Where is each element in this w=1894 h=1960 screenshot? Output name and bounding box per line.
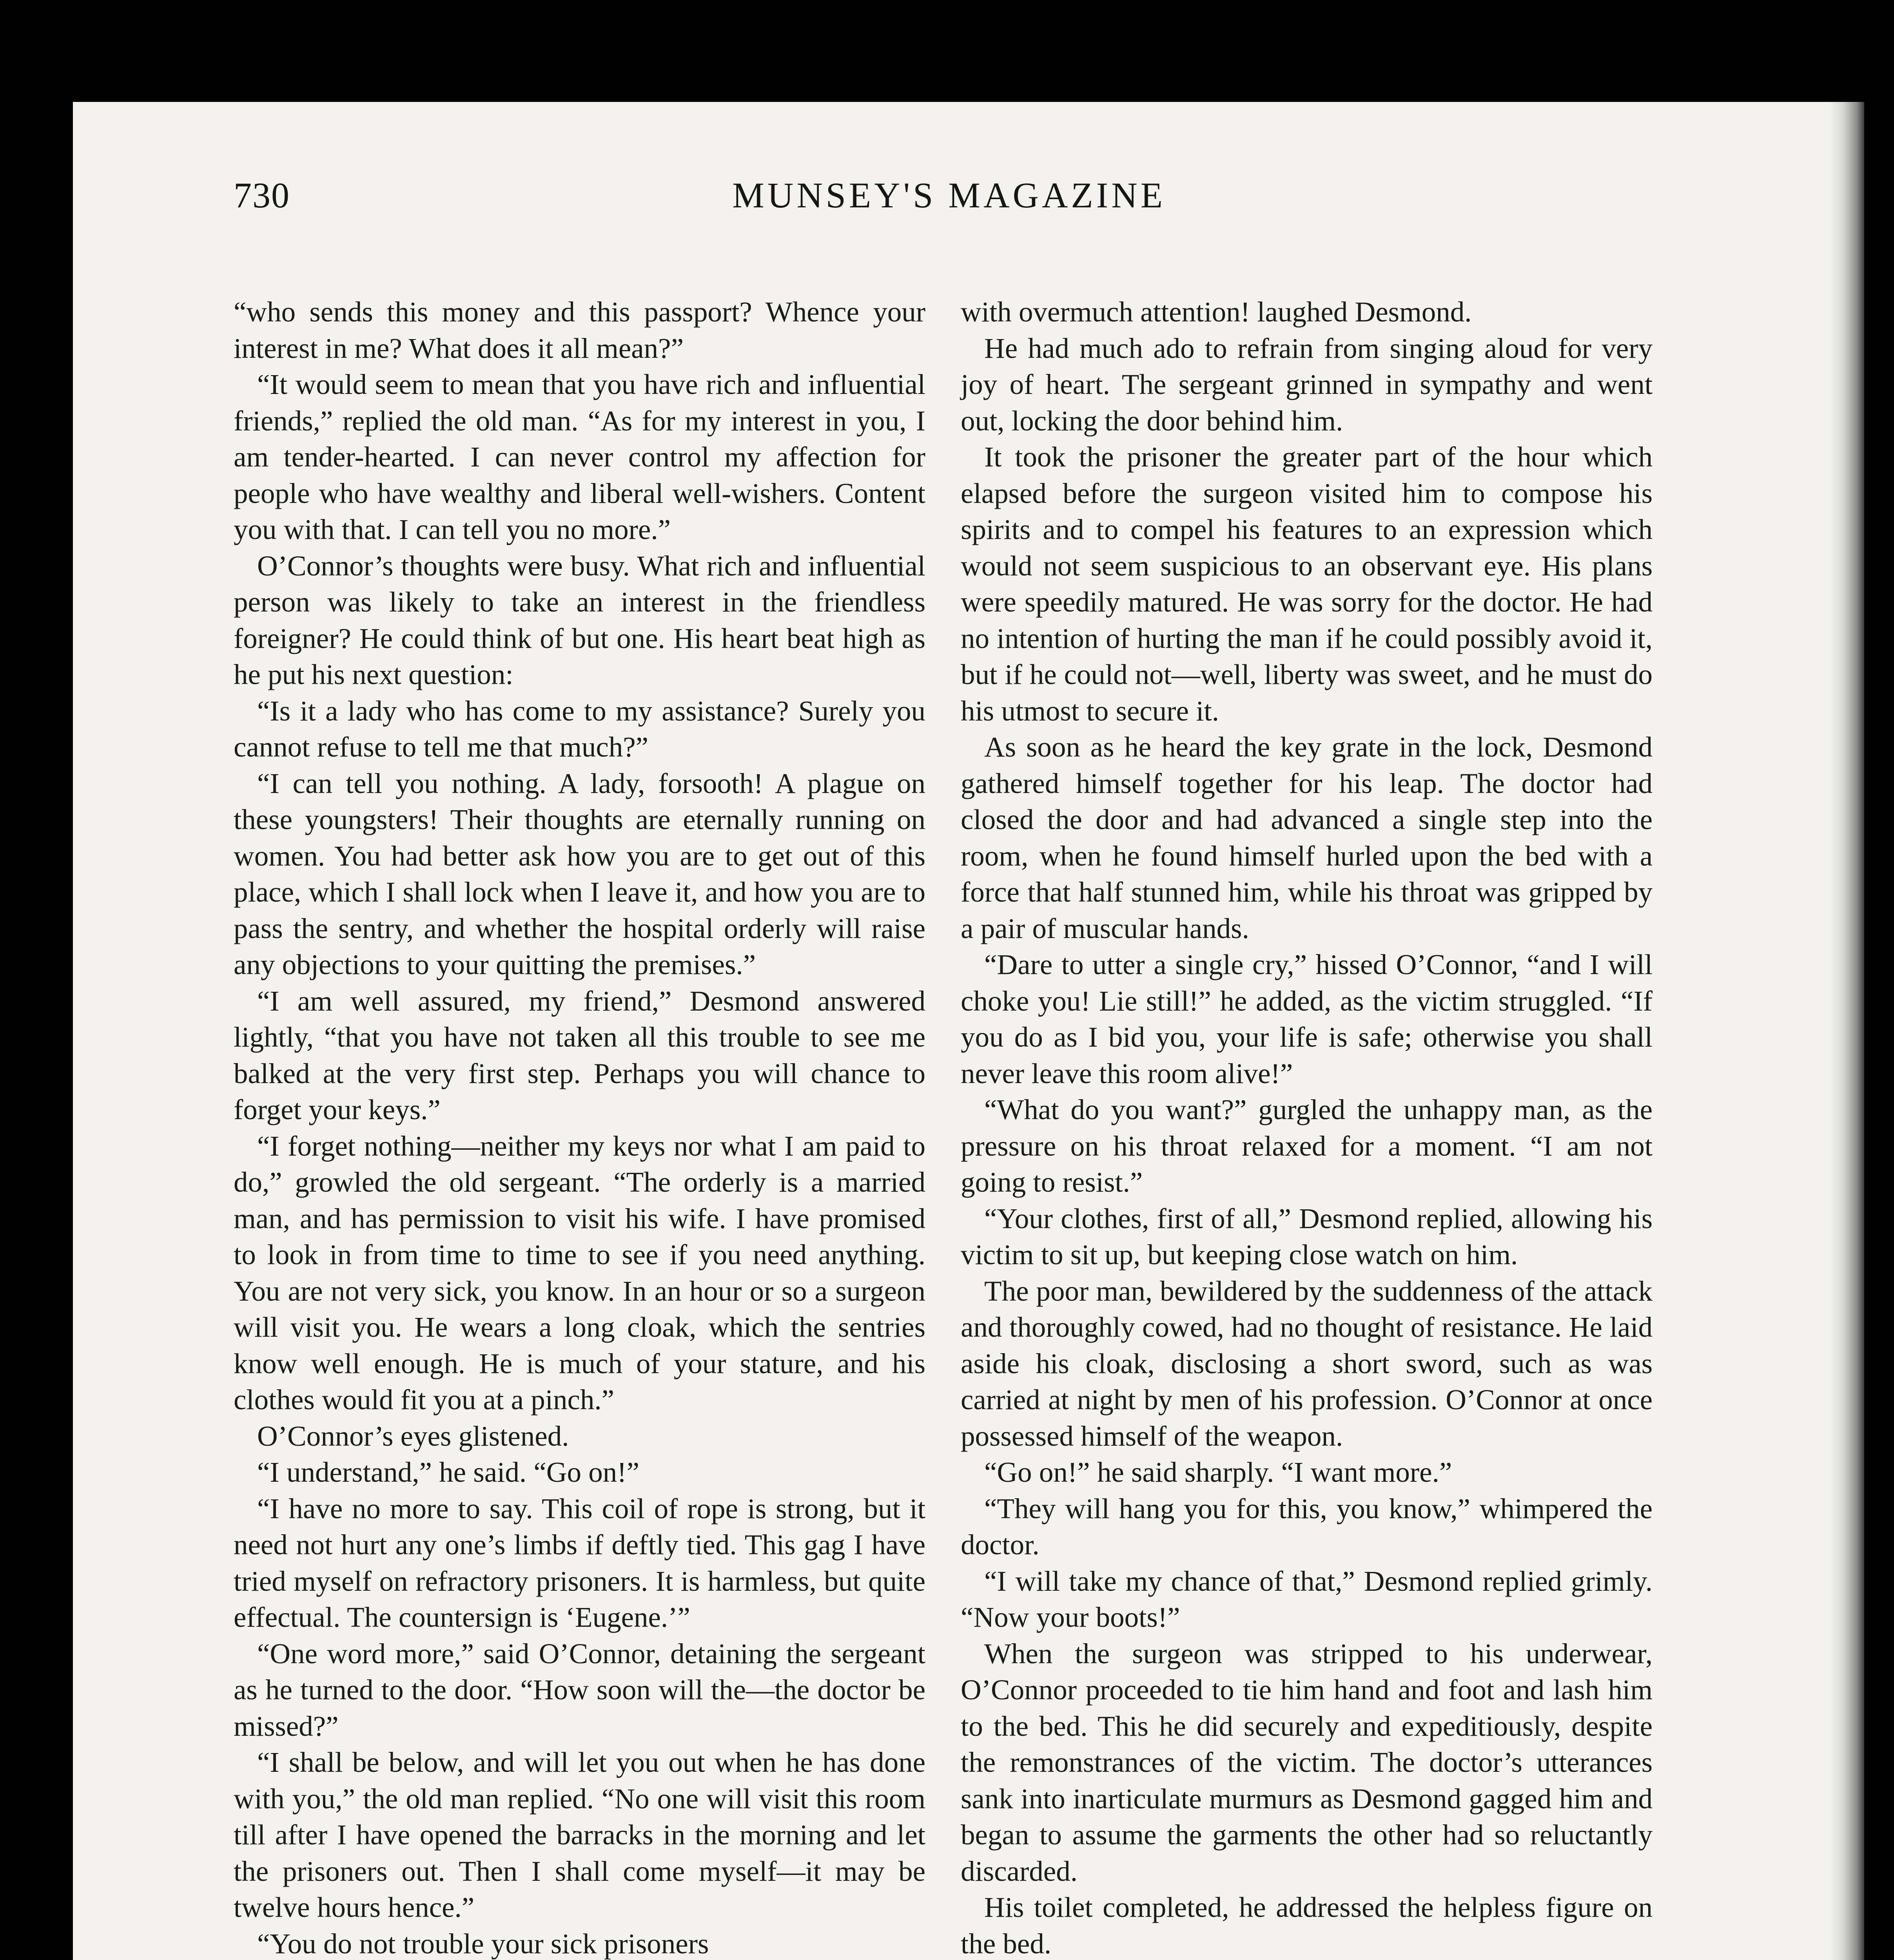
left-text-column [234, 294, 925, 1960]
continued-paragraph: with overmuch attention! laughed Desmond. [961, 296, 1472, 328]
paragraph: The poor man, bewildered by the suddenness of the attack and thoroughly cowed, had no thought of resistance. He laid aside his cloak, disclosing a short sword, such as was carried at night by men of his profession. O’Connor at once possessed himself of the weapon. [961, 1275, 1653, 1452]
paragraph: “Go on!” he said sharply. “I want more.” [984, 1456, 1452, 1488]
paragraph: “Dare to utter a single cry,” hissed O’Connor, “and I will choke you! Lie still!” he added, as the victim struggled. “If you do as I bid you, your life is safe; otherwise you shall never leave this room alive!” [961, 949, 1653, 1089]
page-number: 730 [234, 175, 290, 215]
paragraph: As soon as he heard the key grate in the lock, Desmond gathered himself together for his leap. The doctor had closed the door and had advanced a single step into the room, when he found himself hurled upon the bed with a force that half stunned him, while his throat was gripped by a pair of muscular hands. [961, 731, 1653, 944]
paragraph: “What do you want?” gurgled the unhappy man, as the pressure on his throat relaxed for a moment. “I am not going to resist.” [961, 1094, 1653, 1198]
running-head-title: MUNSEY'S MAGAZINE [732, 175, 1166, 215]
paragraph: “I understand,” he said. “Go on!” [257, 1456, 639, 1488]
paragraph: “I can tell you nothing. A lady, forsooth! A plague on these youngsters! Their thoughts are eternally running on women. You had better ask how you are to get out of this place, which I shall lock when I leave it, and how you are to pass the sentry, and whether the hospital orderly will raise any objections to your quitting the premises.” [234, 767, 925, 980]
paragraph: “Your clothes, first of all,” Desmond replied, allowing his victim to sit up, but keeping close watch on him. [961, 1202, 1653, 1270]
paragraph: His toilet completed, he addressed the helpless figure on the bed. [961, 1891, 1653, 1960]
right-text-column [961, 294, 1653, 1960]
paragraph: “You do not trouble your sick prisoners [257, 1927, 709, 1960]
paragraph: “I am well assured, my friend,” Desmond answered lightly, “that you have not taken all this trouble to see me balked at the very first step. Perhaps you will chance to forget your keys.” [234, 985, 925, 1125]
paragraph: “I will take my chance of that,” Desmond replied grimly. “Now your boots!” [961, 1565, 1653, 1633]
paragraph: “Is it a lady who has come to my assistance? Surely you cannot refuse to tell me that much?” [234, 695, 925, 763]
paragraph: “It would seem to mean that you have rich and influential friends,” replied the old man. “As for my interest in you, I am tender-hearted. I can never control my affection for people who have wealthy and liberal well-wishers. Content you with that. I can tell you no more.” [234, 368, 925, 545]
paragraph: “I shall be below, and will let you out when he has done with you,” the old man replied. “No one will visit this room till after I have opened the barracks in the morning and let the prisoners out. Then I shall come myself—it may be twelve hours hence.” [234, 1746, 925, 1923]
paragraph: “I have no more to say. This coil of rope is strong, but it need not hurt any one’s limbs if deftly tied. This gag I have tried myself on refractory prisoners. It is harmless, but quite effectual. The countersign is ‘Eugene.’” [234, 1492, 925, 1633]
paragraph: “who sends this money and this passport? Whence your interest in me? What does it all mean?” [234, 296, 925, 364]
paragraph: It took the prisoner the greater part of the hour which elapsed before the surgeon visited him to compose his spirits and to compel his features to an expression which would not seem suspicious to an observant eye. His plans were speedily matured. He was sorry for the doctor. He had no intention of hurting the man if he could possibly avoid it, but if he could not—well, liberty was sweet, and he must do his utmost to secure it. [961, 441, 1653, 727]
magazine-page [73, 102, 1864, 1960]
paragraph: O’Connor’s thoughts were busy. What rich and influential person was likely to take an interest in the friendless foreigner? He could think of but one. His heart beat high as he put his next question: [234, 550, 925, 690]
paragraph: “I forget nothing—neither my keys nor what I am paid to do,” growled the old sergeant. “The orderly is a married man, and has permission to visit his wife. I have promised to look in from time to time to see if you need anything. You are not very sick, you know. In an hour or so a surgeon will visit you. He wears a long cloak, which the sentries know well enough. He is much of your stature, and his clothes would fit you at a pinch.” [234, 1130, 925, 1416]
paragraph: “One word more,” said O’Connor, detaining the sergeant as he turned to the door. “How soon will the—the doctor be missed?” [234, 1637, 925, 1742]
paragraph: When the surgeon was stripped to his underwear, O’Connor proceeded to tie him hand and foot and lash him to the bed. This he did securely and expeditiously, despite the remonstrances of the victim. The doctor’s utterances sank into inarticulate murmurs as Desmond gagged him and began to assume the garments the other had so reluctantly discarded. [961, 1637, 1653, 1887]
page-edge-shadow [1829, 102, 1864, 1960]
paragraph: He had much ado to refrain from singing aloud for very joy of heart. The sergeant grinned in sympathy and went out, locking the door behind him. [961, 332, 1653, 437]
paragraph: O’Connor’s eyes glistened. [257, 1420, 569, 1452]
paragraph: “They will hang you for this, you know,” whimpered the doctor. [961, 1492, 1653, 1561]
page-header [234, 174, 1664, 233]
